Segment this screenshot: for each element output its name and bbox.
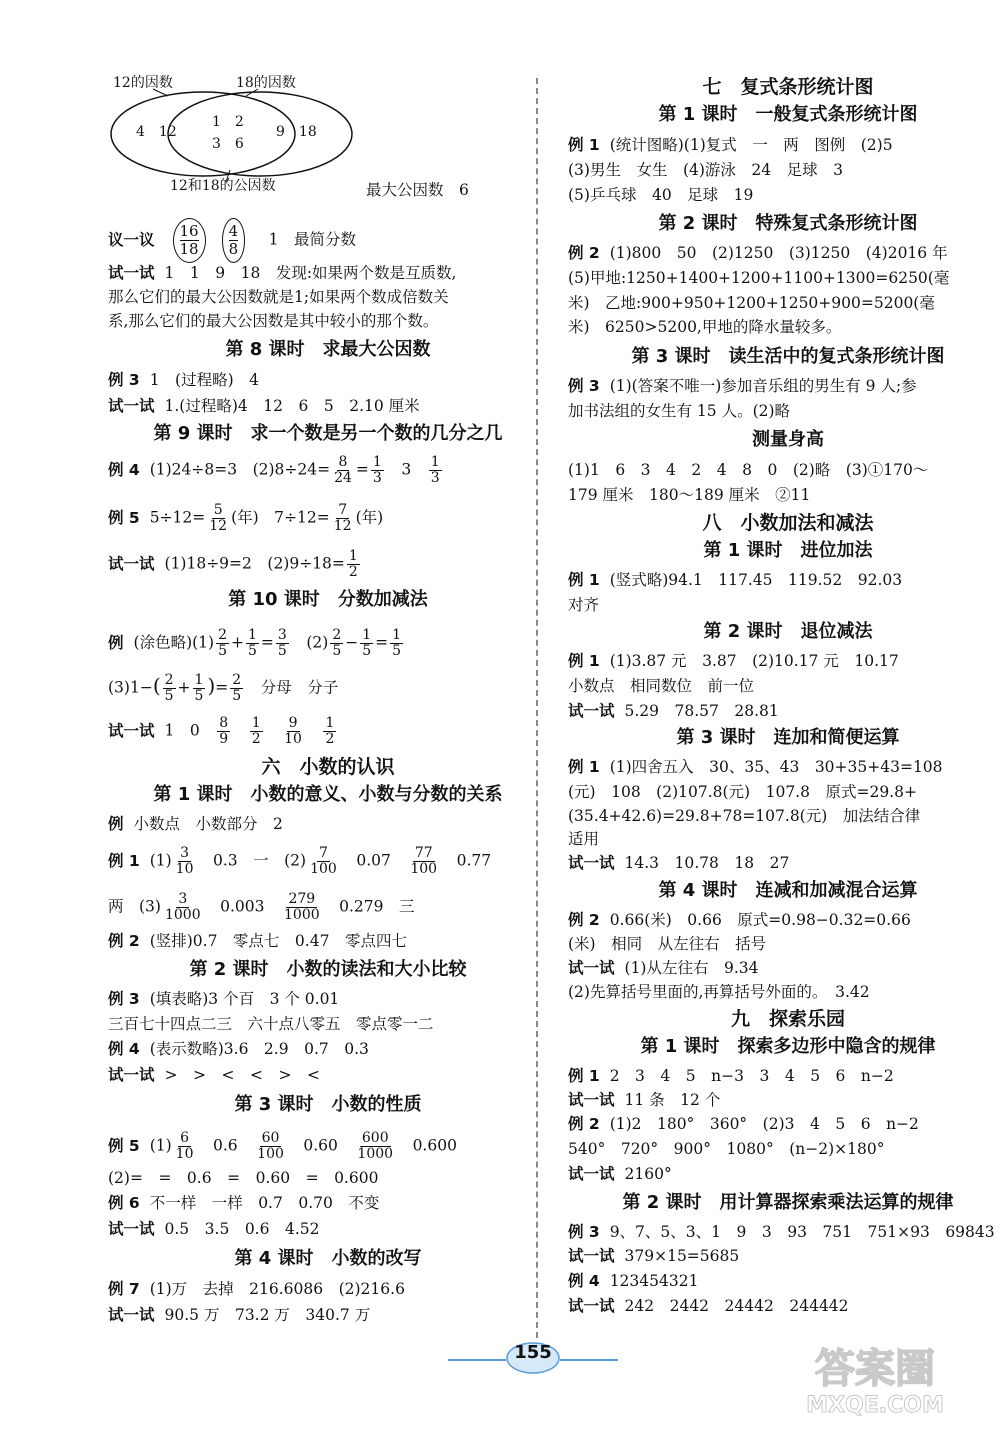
- lesson-heading: 第 2 课时 小数的读法和大小比较: [189, 959, 467, 980]
- example-line: 例 5 (1) $\frac{6}{10}$ 0.6 $\frac{60}{100}$ 0.60 $\frac{600}{1000}$ 0.600: [108, 1130, 457, 1162]
- example-line: 例 (涂色略)(1) $\frac{2}{5}$ + $\frac{1}{5}$ = $\frac{3}{5}$ (2) $\frac{2}{5}$ − $\frac{1}{5}$ = $\frac{1}{5}$: [108, 627, 402, 659]
- example-line: 例 4 (表示数略)3.6 2.9 0.7 0.3: [108, 1040, 369, 1058]
- text-line: 三百七十四点二三 六十点八零五 零点零一二: [108, 1015, 434, 1033]
- text-line: 540° 720° 900° 1080° (n−2)×180°: [568, 1140, 885, 1158]
- example-line: 例 1 (1)四舍五入 30、35、43 30+35+43=108: [568, 758, 943, 776]
- try-line: 试一试 90.5 万 73.2 万 340.7 万: [108, 1306, 371, 1324]
- text-line: 米) 乙地:900+950+1200+1250+900=5200(毫: [568, 294, 935, 312]
- text-line: 适用: [568, 830, 600, 848]
- lesson-heading: 第 3 课时 小数的性质: [234, 1094, 422, 1115]
- lesson-heading: 第 3 课时 连加和简便运算: [676, 727, 900, 748]
- label: 议一议: [108, 230, 155, 249]
- discuss-line: [108, 218, 356, 263]
- unit-heading: 九 探索乐园: [730, 1008, 845, 1030]
- example-line: 例 3 9、7、5、3、1 9 3 93 751 751×93 69843: [568, 1223, 995, 1241]
- column-divider: [536, 78, 538, 1338]
- unit-heading: 八 小数加法和减法: [702, 512, 874, 534]
- lesson-heading: 第 8 课时 求最大公因数: [225, 339, 431, 360]
- example-line: 例 4 (1)24÷8=3 (2)8÷24= $\frac{8}{24}$ = $\frac{1}{3}$ 3 $\frac{1}{3}$: [108, 454, 440, 486]
- try-line: 试一试 0.5 3.5 0.6 4.52: [108, 1220, 320, 1238]
- try-line: 试一试 (1)18÷9=2 (2)9÷18= $\frac{1}{2}$: [108, 548, 358, 580]
- svg-text:答案圈: 答案圈: [815, 1346, 935, 1392]
- text-line: (35.4+42.6)=29.8+78=107.8(元) 加法结合律: [568, 807, 921, 825]
- svg-text:MXQE.COM: MXQE.COM: [806, 1393, 944, 1418]
- lesson-heading: 第 1 课时 小数的意义、小数与分数的关系: [153, 784, 503, 805]
- example-line: 两 (3) $\frac{3}{1000}$ 0.003 $\frac{279}{1000}$ 0.279 三: [108, 891, 415, 923]
- example-line: 例 7 (1)万 去掉 216.6086 (2)216.6: [108, 1280, 405, 1298]
- section-heading: 测量身高: [752, 429, 824, 450]
- page-number: 155: [514, 1342, 552, 1363]
- text-line: (1)1 6 3 4 2 4 8 0 (2)略 (3)①170～: [568, 461, 929, 479]
- text-line: (米) 相同 从左往右 括号: [568, 935, 767, 953]
- example-line: 例 2 0.66(米) 0.66 原式=0.98−0.32=0.66: [568, 911, 911, 929]
- text-line: 米) 6250>5200,甲地的降水量较多。: [568, 318, 842, 336]
- try-line: 试一试 11 条 12 个: [568, 1091, 721, 1109]
- example-line: 例 1 (1)3.87 元 3.87 (2)10.17 元 10.17: [568, 652, 899, 670]
- example-line: 例 1 (竖式略)94.1 117.45 119.52 92.03: [568, 571, 903, 589]
- example-line: 例 1 (1) $\frac{3}{10}$ 0.3 一 (2) $\frac{7}{100}$ 0.07 $\frac{77}{100}$ 0.77: [108, 845, 492, 877]
- example-line: 例 2 (竖排)0.7 零点七 0.47 零点四七: [108, 932, 407, 950]
- try-line: 试一试 1 0 $\frac{8}{9}$ $\frac{1}{2}$ $\frac{9}{10}$ $\frac{1}{2}$: [108, 715, 335, 747]
- watermark-logo: [760, 1340, 990, 1420]
- venn-label-18: 18的因数: [236, 75, 296, 91]
- try-line: 试一试 14.3 10.78 18 27: [568, 854, 790, 872]
- lesson-heading: 第 1 课时 探索多边形中隐含的规律: [640, 1036, 936, 1057]
- venn-common-label: 12和18的公因数: [170, 178, 276, 194]
- lesson-heading: 第 3 课时 读生活中的复式条形统计图: [631, 346, 945, 367]
- text-line: 179 厘米 180～189 厘米 ②11: [568, 486, 811, 504]
- venn-label-12: 12的因数: [113, 75, 173, 91]
- try-line: 试一试 1 1 9 18 发现:如果两个数是互质数,: [108, 264, 457, 282]
- example-line: 例 6 不一样 一样 0.7 0.70 不变: [108, 1194, 380, 1212]
- text: 1 最简分数: [268, 230, 357, 249]
- example-line: 例 3 (1)(答案不唯一)参加音乐组的男生有 9 人;参: [568, 377, 917, 395]
- lesson-heading: 第 10 课时 分数加减法: [228, 589, 428, 610]
- try-line: 试一试 379×15=5685: [568, 1247, 740, 1265]
- example-line: 例 5 5÷12= $\frac{5}{12}$ (年) 7÷12= $\frac{7}{12}$ (年): [108, 502, 384, 534]
- circled-fraction: $\frac{4}{8}$: [222, 218, 246, 263]
- text-line: (3)男生 女生 (4)游泳 24 足球 3: [568, 161, 843, 179]
- lesson-heading: 第 1 课时 进位加法: [703, 540, 873, 561]
- venn-circle-18: [168, 92, 352, 176]
- venn-common-top: 1 2: [212, 114, 244, 130]
- try-line: 试一试 1.(过程略)4 12 6 5 2.10 厘米: [108, 397, 420, 415]
- example-line: 例 1 2 3 4 5 n−3 3 4 5 6 n−2: [568, 1067, 894, 1085]
- text-line: 那么它们的最大公因数就是1;如果两个数成倍数关: [108, 288, 449, 306]
- venn-right-numbers: 9 18: [276, 124, 317, 140]
- text-line: (2)= = 0.6 = 0.60 = 0.600: [108, 1169, 379, 1187]
- venn-left-numbers: 4 12: [136, 124, 177, 140]
- lesson-heading: 第 2 课时 退位减法: [703, 621, 873, 642]
- lesson-heading: 第 4 课时 连减和加减混合运算: [658, 880, 918, 901]
- circled-fraction: $\frac{16}{18}$: [173, 218, 206, 263]
- venn-diagram: [108, 74, 378, 199]
- text-line: (元) 108 (2)107.8(元) 107.8 原式=29.8+: [568, 783, 917, 801]
- example-line: 例 2 (1)800 50 (2)1250 (3)1250 (4)2016 年: [568, 244, 948, 262]
- text-line: (5)甲地:1250+1400+1200+1100+1300=6250(毫: [568, 269, 950, 287]
- example-line: 例 2 (1)2 180° 360° (2)3 4 5 6 n−2: [568, 1115, 919, 1133]
- lesson-heading: 第 2 课时 特殊复式条形统计图: [658, 213, 918, 234]
- gcf-text: 最大公因数 6: [366, 181, 469, 199]
- lesson-heading: 第 1 课时 一般复式条形统计图: [658, 104, 918, 125]
- example-line: 例 4 123454321: [568, 1272, 699, 1290]
- text-line: 对齐: [568, 596, 600, 614]
- unit-heading: 七 复式条形统计图: [702, 76, 874, 98]
- lesson-heading: 第 9 课时 求一个数是另一个数的几分之几: [153, 423, 503, 444]
- text-line: (2)先算括号里面的,再算括号外面的。 3.42: [568, 983, 870, 1001]
- text-line: 加书法组的女生有 15 人。(2)略: [568, 402, 791, 420]
- unit-heading: 六 小数的认识: [261, 756, 395, 778]
- example-line: (3)1−( $\frac{2}{5}$ + $\frac{1}{5}$ )= $\frac{2}{5}$ 分母 分子: [108, 672, 339, 704]
- lesson-heading: 第 4 课时 小数的改写: [234, 1248, 422, 1269]
- text-line: 系,那么它们的最大公因数是其中较小的那个数。: [108, 312, 439, 330]
- example-line: 例 3 (填表略)3 个百 3 个 0.01: [108, 990, 340, 1008]
- try-line: 试一试 242 2442 24442 244442: [568, 1297, 849, 1315]
- text-line: (5)乒乓球 40 足球 19: [568, 186, 754, 204]
- try-line: 试一试 > > < < > <: [108, 1066, 320, 1084]
- try-line: 试一试 (1)从左往右 9.34: [568, 959, 759, 977]
- example-line: 例 1 (统计图略)(1)复式 一 两 图例 (2)5: [568, 136, 893, 154]
- text-line: 小数点 相同数位 前一位: [568, 677, 755, 695]
- try-line: 试一试 5.29 78.57 28.81: [568, 702, 779, 720]
- page-footer: [448, 1338, 618, 1378]
- try-line: 试一试 2160°: [568, 1165, 672, 1183]
- lesson-heading: 第 2 课时 用计算器探索乘法运算的规律: [622, 1192, 954, 1213]
- example-line: 例 3 1 (过程略) 4: [108, 371, 260, 389]
- venn-common-bottom: 3 6: [212, 136, 244, 152]
- example-line: 例 小数点 小数部分 2: [108, 815, 283, 833]
